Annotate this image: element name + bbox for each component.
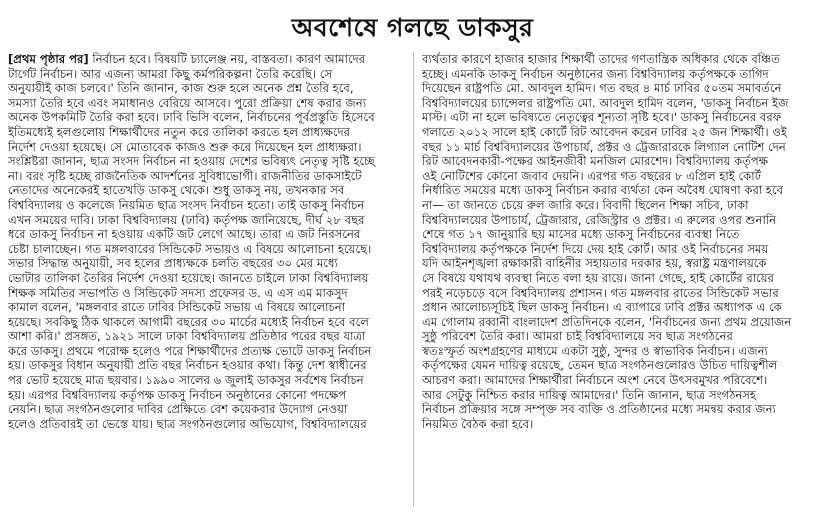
text-line: দিয়েছেন রাষ্ট্রপতি মো. আবদুল হামিদ। গত বছর ৪ মার্চ ঢাবির ৫০তম সমাবর্তনে bbox=[422, 81, 782, 96]
text-line: সুষ্ঠু পরিবেশ তৈরি করা। আমরা চাই বিশ্ববিদ্যালয়ে সব ছাত্র সংগঠনের bbox=[422, 329, 733, 344]
text-line: গলাতে ২০১২ সালে হাই কোর্টে রিট আবেদন করেন ঢাবির ২৫ জন শিক্ষার্থী। ওই bbox=[422, 124, 787, 139]
text-line: কামাল বলেন, 'মঙ্গলবার রাতে ঢাবির সিন্ডিকেট সভায় এ বিষয়ে আলোচনা bbox=[8, 300, 346, 315]
continuation-marker: [প্রথম পৃষ্ঠার পর] bbox=[8, 52, 89, 66]
text-line: নিয়মিত বৈঠক করা হবে। bbox=[422, 416, 534, 431]
text-line: সভার সিদ্ধান্ত অনুযায়ী, সব হলের প্রাধ্যক্ষকে চলতি বছরের ৩০ মের মধ্যে bbox=[8, 256, 338, 271]
right-column bbox=[422, 52, 822, 431]
text-line bbox=[8, 52, 408, 67]
text-line: বিশ্ববিদ্যালয় ও কলেজে নিয়মিত ছাত্র সংসদ নির্বাচন হতো। তাই ডাকসু নির্বাচন bbox=[8, 197, 365, 212]
text-line: নির্ধারিত সময়ের মধ্যে ডাকসু নির্বাচন করার ব্যর্থতা কেন অবৈধ ঘোষণা করা হবে bbox=[422, 183, 784, 198]
text-line: বিশ্ববিদ্যালয়ের চ্যান্সেলর রাষ্ট্রপতি মো. আবদুল হামিদ বলেন, 'ডাকসু নির্বাচন ইজ bbox=[422, 95, 789, 110]
text-line: সমস্যা তৈরি হবে এবং সমাধানও বেরিয়ে আসবে। পুরো প্রক্রিয়া শেষ করার জন্য bbox=[8, 95, 367, 110]
text-line: নেয়নি। ছাত্র সংগঠনগুলোর দাবির প্রেক্ষিতে বেশ কয়েকবার উদ্যোগ নেওয়া bbox=[8, 402, 348, 417]
text-line: রিট আবেদনকারী-পক্ষের আইনজীবী মনজিল মোরশেদ। বিশ্ববিদ্যালয় কর্তৃপক্ষ bbox=[422, 154, 769, 169]
text-line: বছর ১১ মার্চ বিশ্ববিদ্যালয়ের উপাচার্য, প্রক্টর ও ট্রেজারারকে লিগ্যাল নোটিশ দেন bbox=[422, 139, 786, 154]
text-line: পরই নড়েচড়ে বসে বিশ্ববিদ্যালয় প্রশাসন। গত মঙ্গলবার রাতের সিন্ডিকেট সভার bbox=[422, 285, 779, 300]
text-line: টার্গেট নির্বাচন। আর এজন্য আমরা কিছু কর্মপরিকল্পনা তৈরি করেছি। সে bbox=[8, 66, 333, 81]
text-line: প্রধান আলোচ্যসূচিই ছিল ডাকসু নির্বাচন। এ ব্যাপারে ঢাবি প্রক্টর অধ্যাপক এ কে bbox=[422, 300, 782, 315]
text-line: পর ভোট হয়েছে মাত্র ছয়বার। ১৯৯০ সালের ৬ জুলাই ডাকসুর সর্বশেষ নির্বাচন bbox=[8, 373, 364, 388]
text-line: শেষে গত ১৭ জানুয়ারি ছয় মাসের মধ্যে ডাকসু নির্বাচনের ব্যবস্থা নিতে bbox=[422, 227, 740, 242]
text-line: চেষ্টা চালাচ্ছেন। গত মঙ্গলবারের সিন্ডিকেট সভায়ও এ বিষয়ে আলোচনা হয়েছে। bbox=[8, 241, 372, 256]
text-line: হচ্ছে। এমনকি ডাকসু নির্বাচন অনুষ্ঠানের জন্য বিশ্ববিদ্যালয় কর্তৃপক্ষকে তাগিদ bbox=[422, 66, 769, 81]
text-line: না। বরং সৃষ্টি হচ্ছে রাজনৈতিক আদর্শনের সুবিধাভোগী। রাজনীতির ডাকসাইটে bbox=[8, 168, 362, 183]
text-line: স্বতঃস্ফূর্ত অংশগ্রহণের মাধ্যমে একটা সুষ্ঠু, সুন্দর ও স্বাভাবিক নির্বাচন। এজন্য bbox=[422, 343, 768, 358]
text-line: আচরণ করা। আমাদের শিক্ষার্থীরা নির্বাচনে অংশ নেবে উৎসবমুখর পরিবেশে। bbox=[422, 373, 768, 388]
text-line: এম গোলাম রব্বানী বাংলাদেশ প্রতিদিনকে বলেন, 'নির্বাচনের জন্য প্রথম প্রয়োজন bbox=[422, 314, 792, 329]
text-line: বিশ্ববিদ্যালয়ের উপাচার্য, ট্রেজারার, রেজিস্ট্রার ও প্রক্টর। এ রুলের ওপর শুনানি bbox=[422, 212, 777, 227]
text-line: নির্দেশ দেওয়া হয়েছে। সে মোতাবেক কাজও শুরু করে দিয়েছেন হল প্রাধ্যক্ষরা। bbox=[8, 139, 362, 154]
text-line: না— তা জানতে চেয়ে রুল জারি করে। বিবাদী ছিলেন শিক্ষা সচিব, ঢাকা bbox=[422, 197, 749, 212]
text-line: অনেক উপকমিটি তৈরি করা হবে। ঢাবি ভিসি বলেন, নির্বাচনের পূর্বপ্রস্তুতি হিসেবে bbox=[8, 110, 375, 125]
text-line: এখন সময়ের দাবি। ঢাকা বিশ্ববিদ্যালয় (ঢাবি) কর্তৃপক্ষ জানিয়েছে, দীর্ঘ ২৮ বছর bbox=[8, 212, 365, 227]
column-divider bbox=[413, 52, 414, 507]
text-line: ইতিমধ্যেই হলগুলোয় শিক্ষার্থীদের নতুন করে তালিকা করতে হল প্রাধ্যক্ষদের bbox=[8, 124, 351, 139]
text-line: ব্যর্থতার কারণে হাজার হাজার শিক্ষার্থী তাদের গণতান্ত্রিক অধিকার থেকে বঞ্চিত bbox=[422, 52, 780, 66]
text-line: শিক্ষক সমিতির সভাপতি ও সিন্ডিকেট সদস্য প্রফেসর ড. এ এস এম মাকসুদ bbox=[8, 285, 348, 300]
text-line: ধরে ডাকসু নির্বাচন না হওয়ায় একটি জট লেগে আছে। তারা এ জট নিরসনের bbox=[8, 227, 361, 242]
text-line: নির্বাচন প্রক্রিয়ার সঙ্গে সম্পৃক্ত সব ব্যক্তি ও প্রতিষ্ঠানের মধ্যে সমন্বয় করার জন্য bbox=[422, 402, 776, 417]
article-headline: অবশেষে গলছে ডাকসুর bbox=[291, 13, 534, 42]
text-line: মাস্ট। এটা না হলে ভবিষ্যতে নেতৃত্বের শূন্যতা সৃষ্টি হবে।' ডাকসু নির্বাচনের বরফ bbox=[422, 110, 782, 125]
text-line: সে বিষয়ে যথাযথ ব্যবস্থা নিতে বলা হয় রায়ে। জানা গেছে, হাই কোর্টের রায়ের bbox=[422, 270, 774, 285]
text-line: নেতাদের অনেকেরই হাতেখড়ি ডাকসু থেকে। শুধু ডাকসু নয়, তখনকার সব bbox=[8, 183, 345, 198]
text-line: কর্তৃপক্ষের যেমন দায়িত্ব রয়েছে, তেমন ছাত্র সংগঠনগুলোরও উচিত দায়িত্বশীল bbox=[422, 358, 778, 373]
text-line: অনুযায়ীই কাজ চলবে।' তিনি জানান, কাজ শুরু হলে অনেক প্রশ্ন তৈরি হবে, bbox=[8, 81, 354, 96]
text-line: হলেও প্রতিবারই তা ভেস্তে যায়। ছাত্র সংগঠনগুলোর অভিযোগ, বিশ্ববিদ্যালয়ের bbox=[8, 416, 367, 431]
text-line: যদি আইনশৃঙ্খলা রক্ষাকারী বাহিনীর সহায়তার দরকার হয়, স্বরাষ্ট্র মন্ত্রণালয়কে bbox=[422, 256, 767, 271]
text-line: হয়েছে। সবকিছু ঠিক থাকলে আগামী বছরের ৩০ মার্চের মধ্যেই নির্বাচন হবে বলে bbox=[8, 314, 369, 329]
text-line: আর সেটুকু নিশ্চিত করার দায়িত্ব আমাদের।' তিনি জানান, ছাত্র সংগঠনসহ bbox=[422, 387, 757, 402]
text-line: হয়। এরপর বিশ্ববিদ্যালয় কর্তৃপক্ষ ডাকসু নির্বাচন অনুষ্ঠানের কোনো পদক্ষেপ bbox=[8, 387, 347, 402]
text-line: বিশ্ববিদ্যালয় কর্তৃপক্ষকে নির্দেশ দিয়ে দেয় হাই কোর্ট। আর ওই নির্বাচনের সময় bbox=[422, 241, 769, 256]
text-line: আশা করি।' প্রসঙ্গত, ১৯২১ সালে ঢাকা বিশ্ববিদ্যালয় প্রতিষ্ঠার পরের বছর যাত্রা bbox=[8, 329, 366, 344]
text-line: হয়। ডাকসুর বিধান অনুযায়ী প্রতি বছর নির্বাচন হওয়ার কথা। কিন্তু দেশ স্বাধীনের bbox=[8, 358, 367, 373]
text-line: করে ডাকসু। প্রথমে পরোক্ষ হলেও পরে শিক্ষার্থীদের প্রত্যক্ষ ভোটে ডাকসু নির্বাচন bbox=[8, 343, 372, 358]
text-line: সংশ্লিষ্টরা জানান, ছাত্র সংসদ নির্বাচন না হওয়ায় দেশের ভবিষ্যৎ নেতৃত্ব সৃষ্টি হচ্ছে bbox=[8, 154, 376, 169]
text-line: ওই নোটিশের কোনো জবাব দেয়নি। এরপর গত বছরের ৮ এপ্রিল হাই কোর্ট bbox=[422, 168, 761, 183]
left-column bbox=[8, 52, 408, 431]
text-line-content: নির্বাচন হবে। বিষয়টি চ্যালেঞ্জ নয়, বাস্তবতা। কারণ আমাদের bbox=[88, 52, 366, 66]
text-line: ভোটার তালিকা তৈরির নির্দেশ দেওয়া হয়েছে। জানতে চাইলে ঢাকা বিশ্ববিদ্যালয় bbox=[8, 270, 369, 285]
